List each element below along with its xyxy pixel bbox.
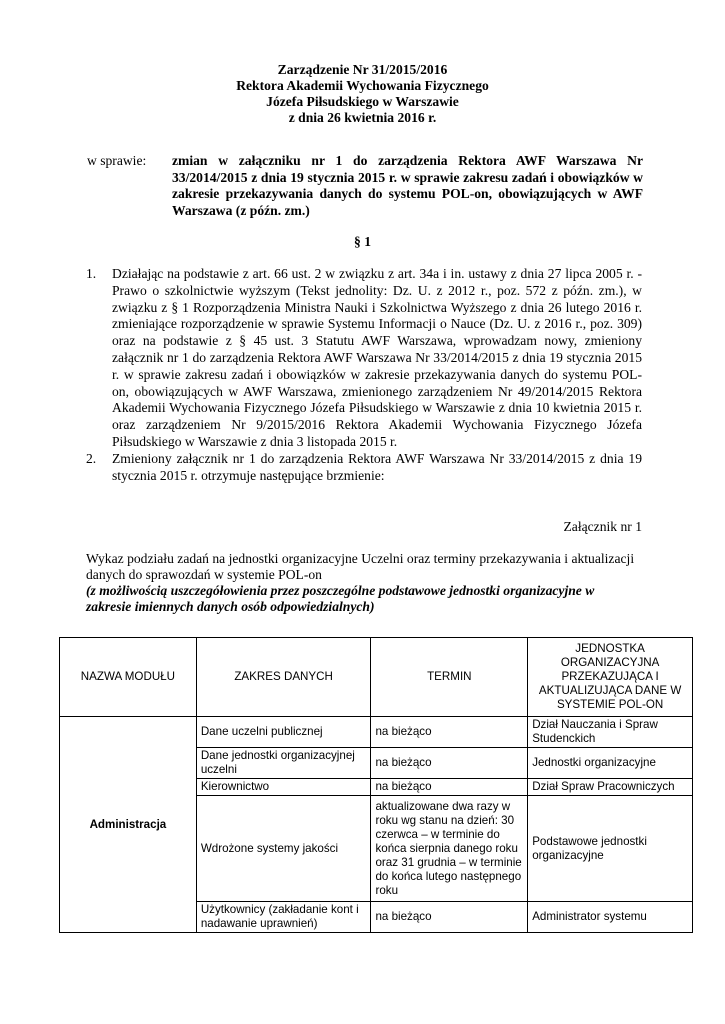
header-deadline: TERMIN: [371, 638, 528, 717]
header-responsible-unit: JEDNOSTKA ORGANIZACYJNA PRZEKAZUJĄCA I AKTUALIZUJĄCA DANE W SYSTEMIE POL-ON: [528, 638, 693, 717]
subject-block: [87, 153, 643, 219]
data-scope-cell: Użytkownicy (zakładanie kont i nadawanie uprawnień): [196, 902, 371, 933]
intro-note: (z możliwością uszczegółowienia przez poszczególne podstawowe jednostki organizacyjne w zakresie imiennych danych osób odpowiedzialnych): [86, 583, 595, 614]
data-scope-cell: Wdrożone systemy jakości: [196, 796, 371, 902]
table-row: [60, 717, 693, 748]
unit-cell: Podstawowe jednostki organizacyjne: [528, 796, 693, 902]
unit-cell: Administrator systemu: [528, 902, 693, 933]
section-heading: § 1: [354, 234, 371, 249]
module-name-cell: Administracja: [60, 717, 197, 933]
deadline-cell: na bieżąco: [371, 717, 528, 748]
numbered-list: [86, 266, 642, 484]
list-item-text: Działając na podstawie z art. 66 ust. 2 w związku z art. 34a i in. ustawy z dnia 27 lipca 2005 r. - Prawo o szkolnictwie wyższym (Tekst jednolity: Dz. U. z 2012 r., poz. 572 z późn. zm.), w związku z § 1 Rozporządzenia Ministra Nauki i Szkolnictwa Wyższego z dnia 26 lutego 2016 r. zmieniające rozporządzenie w sprawie Systemu Informacji o Nauce (Dz. U. z 2016 r., poz. 309) oraz na podstawie z § 45 ust. 3 Statutu AWF Warszawa, wprowadzam nowy, zmieniony załącznik nr 1 do zarządzenia Rektora AWF Warszawa Nr 33/2014/2015 z dnia 19 stycznia 2015 r. w sprawie zakresu zadań i obowiązków w zakresie przekazywania danych do systemu POL-on, obowiązujących w AWF Warszawa, zmienionego zarządzeniem Nr 49/2014/2015 Rektora Akademii Wychowania Fizycznego Józefa Piłsudskiego w Warszawie z dnia 10 kwietnia 2015 r. oraz zarządzeniem Nr 9/2015/2016 Rektora Akademii Wychowania Fizycznego Józefa Piłsudskiego w Warszawie z dnia 3 listopada 2015 r.: [112, 266, 642, 449]
deadline-cell: aktualizowane dwa razy w roku wg stanu na dzień: 30 czerwca – w terminie do końca sierpnia danego roku oraz 31 grudnia – w terminie do końca lutego następnego roku: [371, 796, 528, 902]
unit-cell: Dział Nauczania i Spraw Studenckich: [528, 717, 693, 748]
data-scope-cell: Kierownictwo: [196, 779, 371, 796]
data-scope-cell: Dane uczelni publicznej: [196, 717, 371, 748]
list-item-number: 1.: [86, 266, 97, 281]
document-header: [0, 62, 725, 126]
deadline-cell: na bieżąco: [371, 779, 528, 796]
header-date: z dnia 26 kwietnia 2016 r.: [288, 110, 437, 125]
unit-cell: Jednostki organizacyjne: [528, 748, 693, 779]
intro-block: [86, 551, 642, 615]
table-header-row: [60, 638, 693, 717]
unit-cell: Dział Spraw Pracowniczych: [528, 779, 693, 796]
list-item: [86, 451, 642, 485]
header-module-name: NAZWA MODUŁU: [60, 638, 197, 717]
header-title: Zarządzenie Nr 31/2015/2016: [277, 62, 448, 77]
subject-text: zmian w załączniku nr 1 do zarządzenia Rektora AWF Warszawa Nr 33/2014/2015 z dnia 19 stycznia 2015 r. w sprawie zakresu zadań i obowiązków w zakresie przekazywania danych do systemu POL-on, obowiązujących w AWF Warszawa (z późn. zm.): [172, 153, 643, 218]
data-scope-cell: Dane jednostki organizacyjnej uczelni: [196, 748, 371, 779]
header-data-scope: ZAKRES DANYCH: [196, 638, 371, 717]
list-item: [86, 266, 642, 451]
intro-text: Wykaz podziału zadań na jednostki organizacyjne Uczelni oraz terminy przekazywania i aktualizacji danych do sprawozdań w systemie POL-on: [86, 551, 635, 582]
deadline-cell: na bieżąco: [371, 748, 528, 779]
list-item-text: Zmieniony załącznik nr 1 do zarządzenia Rektora AWF Warszawa Nr 33/2014/2015 z dnia 19 stycznia 2015 r. otrzymuje następujące brzmienie:: [112, 450, 642, 483]
header-issuer: Rektora Akademii Wychowania Fizycznego: [236, 78, 489, 93]
modules-table: [59, 637, 693, 933]
annex-label: Załącznik nr 1: [563, 519, 642, 534]
deadline-cell: na bieżąco: [371, 902, 528, 933]
header-patron: Józefa Piłsudskiego w Warszawie: [266, 94, 459, 109]
subject-label: w sprawie:: [87, 153, 147, 168]
list-item-number: 2.: [86, 450, 97, 466]
